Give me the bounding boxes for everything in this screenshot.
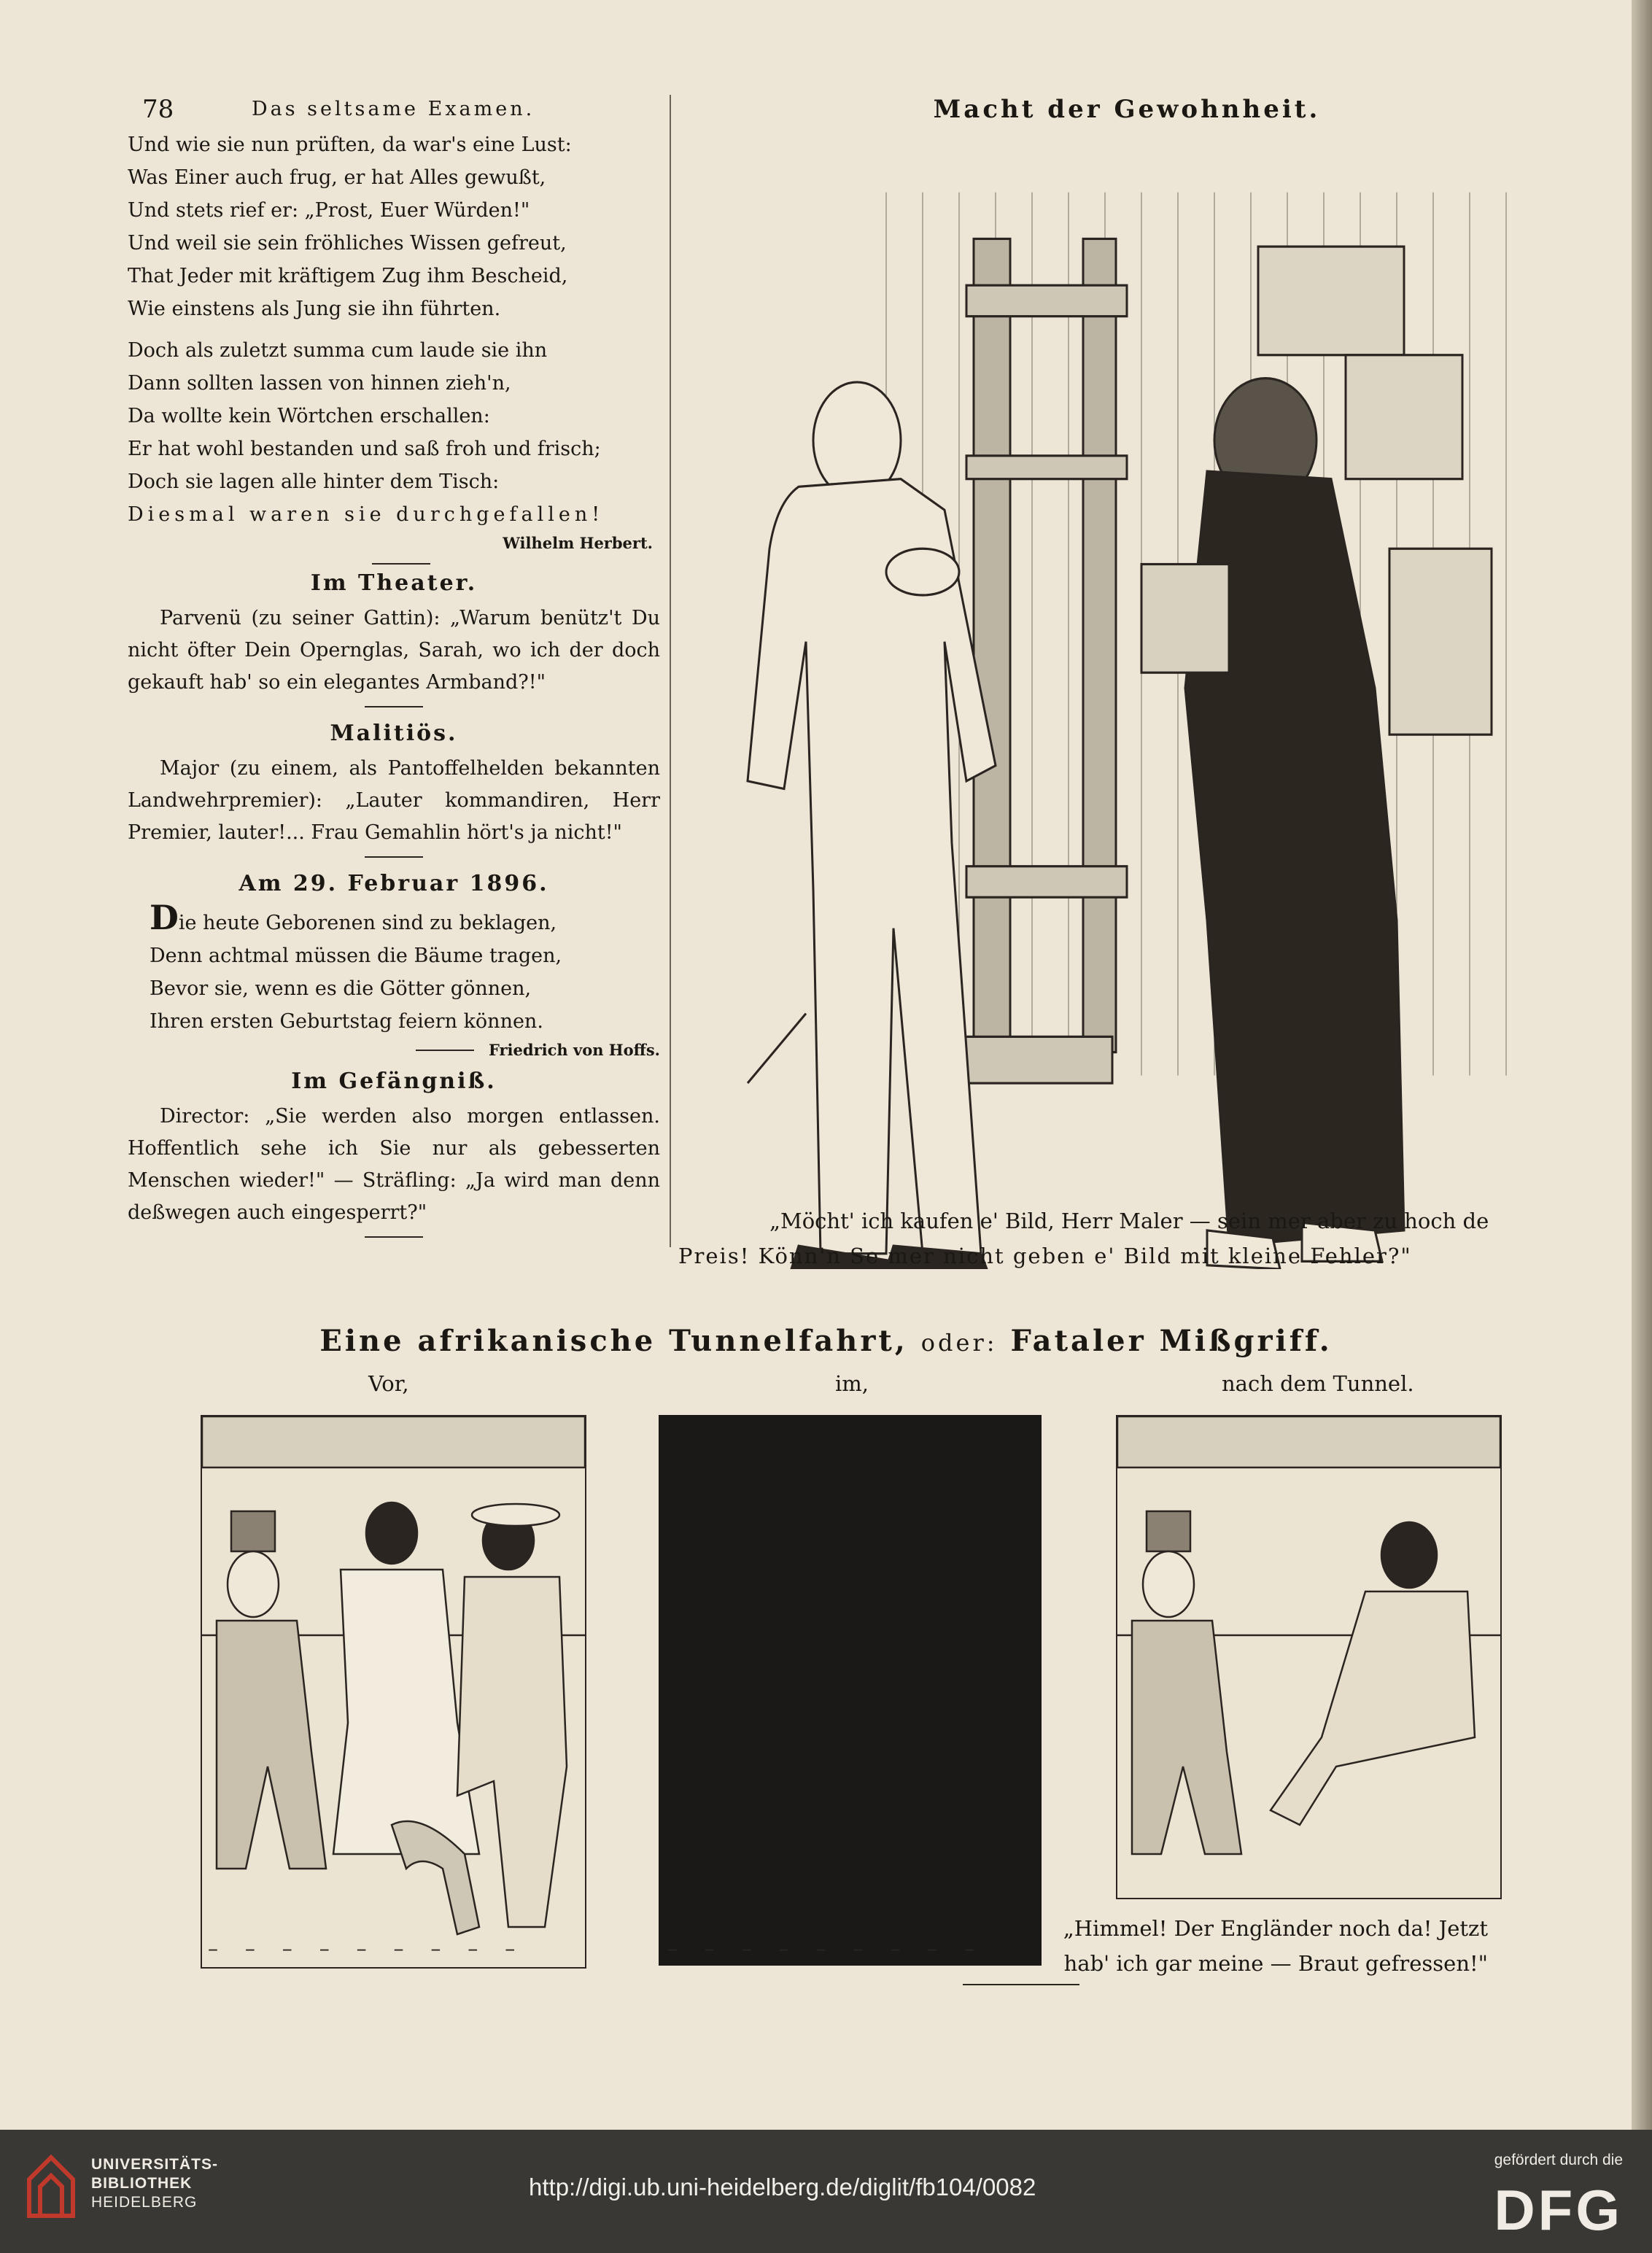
poem-author: Wilhelm Herbert. bbox=[503, 534, 653, 552]
cartoon-caption-line: Preis! Könn'n Se mer nicht geben e' Bild mit kleine Fehler?" bbox=[678, 1244, 1412, 1268]
wall-picture bbox=[1258, 247, 1404, 355]
panel-after-tunnel bbox=[1116, 1415, 1502, 1899]
februar-author: Friedrich von Hoffs. bbox=[488, 1041, 660, 1059]
cartoon-illustration-painter-studio bbox=[704, 146, 1546, 1269]
poem-line: Wie einstens als Jung sie ihn führten. bbox=[128, 298, 501, 320]
panel-before-tunnel bbox=[201, 1415, 586, 1969]
poem-stanza-1 bbox=[128, 128, 660, 325]
panel-in-tunnel-black bbox=[659, 1415, 1042, 1966]
section-rule bbox=[416, 1050, 474, 1051]
tunnel-caption-line: hab' ich gar meine — Braut gefressen!" bbox=[1063, 1951, 1488, 1976]
wall-picture bbox=[1346, 355, 1462, 479]
institution-name bbox=[91, 2155, 218, 2212]
section-title-malitioes: Malitiös. bbox=[330, 721, 458, 746]
section-title-gefaengniss: Im Gefängniß. bbox=[291, 1069, 497, 1094]
tunnel-title-oder: oder: bbox=[920, 1329, 998, 1357]
panel-label-vor: Vor, bbox=[368, 1371, 409, 1396]
poem-line: Denn achtmal müssen die Bäume tragen, bbox=[150, 945, 562, 967]
poem-line: Und weil sie sein fröhliches Wissen gefreut, bbox=[128, 232, 567, 255]
englishman-figure bbox=[1132, 1511, 1241, 1854]
panel-label-im: im, bbox=[835, 1371, 869, 1396]
dash-line: – – – – – – – – – bbox=[208, 1936, 526, 1961]
page-edge bbox=[1632, 0, 1652, 2130]
column-divider bbox=[670, 95, 671, 1247]
running-title: Das seltsame Examen. bbox=[252, 98, 535, 120]
painter-figure bbox=[748, 382, 996, 1269]
section-rule bbox=[365, 1236, 423, 1238]
cartoon-title: Macht der Gewohnheit. bbox=[933, 95, 1321, 124]
cartoon-caption-line: „Möcht' ich kaufen e' Bild, Herr Maler — sein mer aber zu hoch de bbox=[769, 1209, 1489, 1233]
poem-line: Doch sie lagen alle hinter dem Tisch: bbox=[128, 470, 500, 493]
cartoon-caption bbox=[678, 1203, 1568, 1273]
wall-picture bbox=[1389, 548, 1492, 734]
dash-line: – – – – – – – – – bbox=[667, 1936, 985, 1961]
poem-line: Was Einer auch frug, er hat Alles gewußt, bbox=[128, 166, 546, 189]
source-url-link[interactable]: http://digi.ub.uni-heidelberg.de/diglit/fb104/0082 bbox=[529, 2173, 1036, 2200]
poem-line: That Jeder mit kräftigem Zug ihm Bescheid, bbox=[128, 265, 568, 287]
februar-author-row bbox=[128, 1038, 660, 1063]
funded-by-label: gefördert durch die bbox=[1494, 2152, 1623, 2168]
poem-line: Doch als zuletzt summa cum laude sie ihn bbox=[128, 339, 548, 362]
university-logo-icon bbox=[22, 2150, 80, 2223]
institution-line: BIBLIOTHEK bbox=[91, 2175, 193, 2192]
malitioes-text: Major (zu einem, als Pantoffelhelden bekannten Landwehrpremier): „Lauter kommandiren, Herr Premier, lauter!... Frau Gemahlin hört's ja nicht!" bbox=[128, 757, 660, 844]
theater-text: Parvenü (zu seiner Gattin): „Warum benütz't Du nicht öfter Dein Opernglas, Sarah, wo ich der doch gekauft hab' so ein elegantes Armband?!" bbox=[128, 607, 660, 694]
poem-line: Diesmal waren sie durchgefallen! bbox=[128, 503, 605, 526]
tunnel-title bbox=[0, 1324, 1652, 1358]
panel-label-nach: nach dem Tunnel. bbox=[1222, 1371, 1414, 1396]
section-rule bbox=[365, 856, 423, 858]
poem-line: Da wollte kein Wörtchen erschallen: bbox=[128, 405, 490, 427]
man-figure bbox=[1271, 1522, 1475, 1825]
tunnel-caption-line: „Himmel! Der Engländer noch da! Jetzt bbox=[1063, 1916, 1488, 1941]
poem-line: Ihren ersten Geburtstag feiern können. bbox=[150, 1010, 543, 1033]
woman-figure bbox=[333, 1502, 479, 1854]
tunnel-caption bbox=[1050, 1911, 1488, 1981]
gefaengniss-text: Director: „Sie werden also morgen entlassen. Hoffentlich sehe ich Sie nur als gebesserten Menschen wieder!" — Sträfling: „Ja wird man denn deßwegen auch eingesperrt?" bbox=[128, 1105, 660, 1224]
poem-line: Bevor sie, wenn es die Götter gönnen, bbox=[150, 977, 532, 1000]
page-number: 78 bbox=[142, 95, 174, 124]
institution-line: HEIDELBERG bbox=[91, 2194, 198, 2211]
poem-line: Dann sollten lassen von hinnen zieh'n, bbox=[128, 372, 511, 395]
tunnel-title-main: Eine afrikanische Tunnelfahrt, bbox=[319, 1324, 908, 1358]
section-rule bbox=[963, 1984, 1079, 1985]
section-title-februar: Am 29. Februar 1896. bbox=[239, 871, 549, 896]
footer-bar bbox=[0, 2130, 1652, 2253]
page-header bbox=[128, 95, 660, 128]
poem-line: Er hat wohl bestanden und saß froh und frisch; bbox=[128, 438, 601, 460]
poem-line: Und stets rief er: „Prost, Euer Würden!" bbox=[128, 199, 530, 222]
poem-line bbox=[128, 898, 660, 939]
right-column bbox=[678, 95, 1575, 1268]
poem-stanza-2 bbox=[128, 334, 660, 531]
client-figure bbox=[1141, 379, 1404, 1269]
poem-line: Und wie sie nun prüften, da war's eine Lust: bbox=[128, 133, 572, 156]
institution-line: UNIVERSITÄTS- bbox=[91, 2156, 219, 2173]
poem-line-text: ie heute Geborenen sind zu beklagen, bbox=[178, 912, 557, 934]
section-rule bbox=[365, 706, 423, 707]
dfg-logo: DFG bbox=[1494, 2178, 1623, 2242]
held-painting bbox=[1141, 565, 1229, 673]
left-column bbox=[128, 95, 660, 1245]
dropcap: D bbox=[150, 898, 179, 937]
tunnel-title-sub: Fataler Mißgriff. bbox=[1010, 1324, 1333, 1358]
englishman-figure bbox=[217, 1511, 326, 1869]
section-title-theater: Im Theater. bbox=[310, 570, 478, 596]
